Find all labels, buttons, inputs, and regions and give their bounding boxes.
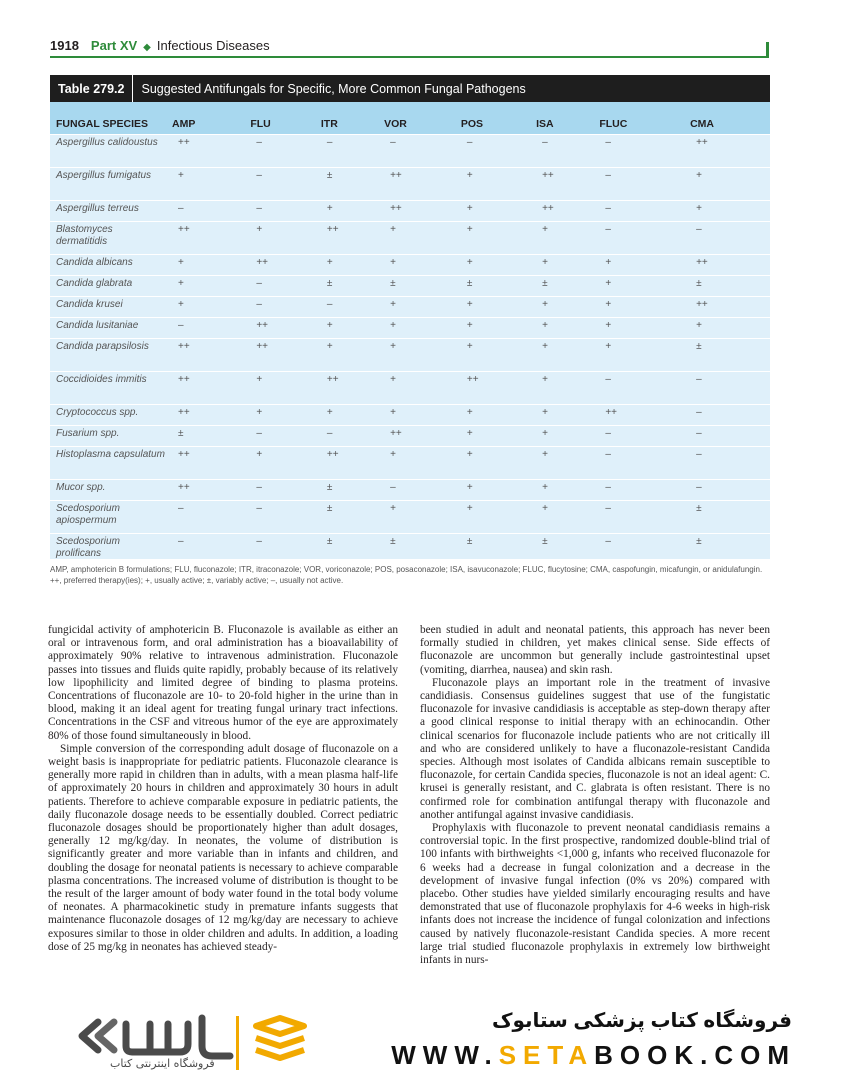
activity-cell: ++ [172, 405, 250, 426]
column-header-pos: POS [461, 102, 536, 135]
activity-cell: – [690, 405, 770, 426]
activity-cell: – [690, 480, 770, 501]
table-row [50, 297, 770, 318]
activity-cell: + [599, 255, 690, 276]
body-paragraph: Simple conversion of the corresponding adult dosage of fluconazole on a weight basis is inappropriate for pediatric patients. Fluconazole clearance is generally more rapid in children than in adults, with a mean plasma half-life of approximately 20 hours in children and approximately 30 hours in adult patients. Therefore to achieve comparable exposure in pediatric patients, the daily fluconazole dosage needs to be essentially doubled. Correct pediatric fluconazole dosages should be proportionately higher than adult dosages, generally 12 mg/kg/day. In neonates, the volume of distribution is significantly greater and more variable than in infants and children, and doubling the dosage for neonatal patients is necessary to achieve comparable plasma concentrations. The increased volume of distribution is thought to be the result of the larger amount of body water found in the total body volume of neonates. A pharmacokinetic study in premature infants suggests that maintenance fluconazole dosages of 12 mg/kg/day are necessary to achieve exposures similar to those in older children and adults. In addition, a loading dose of 25 mg/kg in neonates has achieved steady- [48, 742, 398, 953]
activity-cell: ++ [172, 222, 250, 255]
body-paragraph: Fluconazole plays an important role in the treatment of invasive candidiasis. Consensus guidelines suggest that use of the fungistatic fluconazole for invasive candidiasis is acceptable as step-down therapy after a good clinical response to initial therapy with an echinocandin. Other clinical scenarios for fluconazole include patients who are not critically ill and who are considered unlikely to have a fluconazole-resistant Candida species. Although most isolates of Candida albicans remain susceptible to fluconazole, for certain Candida species, fluconazole is not an ideal agent: C. krusei is generally resistant, and C. glabrata is often resistant. There is no confirmed role for combination antifungal therapy with fluconazole and another antifungal against invasive candidiasis. [420, 676, 770, 821]
activity-cell: ± [690, 501, 770, 534]
activity-cell: + [384, 372, 461, 405]
activity-cell: – [461, 135, 536, 168]
activity-cell: ± [321, 480, 384, 501]
table-footnotes [50, 565, 770, 586]
activity-cell: ++ [599, 405, 690, 426]
activity-cell: – [250, 168, 321, 201]
column-header-fluc: FLUC [599, 102, 690, 135]
species-cell: Scedosporium prolificans [50, 534, 172, 560]
species-cell: Candida glabrata [50, 276, 172, 297]
activity-cell: + [599, 276, 690, 297]
table-row [50, 276, 770, 297]
activity-cell: + [461, 426, 536, 447]
column-header-vor: VOR [384, 102, 461, 135]
activity-cell: + [384, 501, 461, 534]
activity-cell: + [384, 297, 461, 318]
activity-cell: – [599, 135, 690, 168]
species-cell: Fusarium spp. [50, 426, 172, 447]
body-paragraph: fungicidal activity of amphotericin B. Fluconazole is available as either an oral or intravenous form, and oral administration has a bioavailability of approximately 90% relative to intravenous administration. Fluconazole passes into tissues and fluids quite rapidly, probably because of its relatively low lipophilicity and limited degree of binding to plasma proteins. Concentrations of fluconazole are 10- to 20-fold higher in the urine than in blood, making it an ideal agent for treating fungal urinary tract infections. Concentrations in the CSF and vitreous humor of the eye are approximately 80% of those found simultaneously in blood. [48, 624, 398, 742]
activity-cell: – [172, 501, 250, 534]
activity-cell: – [250, 534, 321, 560]
activity-cell: – [172, 534, 250, 560]
activity-cell: ± [172, 426, 250, 447]
activity-cell: ++ [250, 339, 321, 372]
activity-cell: + [599, 339, 690, 372]
species-cell: Mucor spp. [50, 480, 172, 501]
activity-cell: + [172, 276, 250, 297]
activity-cell: + [536, 405, 599, 426]
activity-cell: – [250, 276, 321, 297]
activity-cell: + [690, 318, 770, 339]
activity-cell: + [321, 318, 384, 339]
activity-cell: + [250, 405, 321, 426]
table-row [50, 255, 770, 276]
activity-cell: + [536, 297, 599, 318]
table-row [50, 372, 770, 405]
activity-cell: – [250, 480, 321, 501]
table-row [50, 501, 770, 534]
table-number: Table 279.2 [50, 75, 133, 102]
activity-cell: + [461, 201, 536, 222]
activity-cell: + [250, 222, 321, 255]
activity-cell: + [172, 255, 250, 276]
activity-cell: ± [536, 276, 599, 297]
activity-cell: + [321, 255, 384, 276]
activity-cell: ++ [690, 297, 770, 318]
activity-cell: ± [321, 534, 384, 560]
activity-cell: ++ [536, 201, 599, 222]
body-column-right [420, 624, 770, 996]
table-row [50, 135, 770, 168]
species-cell: Coccidioides immitis [50, 372, 172, 405]
activity-cell: + [172, 168, 250, 201]
running-header [50, 38, 768, 58]
body-paragraph: Prophylaxis with fluconazole to prevent neonatal candidiasis remains a controversial topic. In the first prospective, randomized double-blind trial of 100 infants with birthweights <1,000 g, infants who received fluconazole for 6 weeks had a decrease in fungal colonization and a decrease in the development of invasive fungal infection (0% vs 20%) compared with placebo. Other studies have yielded similarly encouraging results and have demonstrated that use of fluconazole prophylaxis for 4-6 weeks in high-risk infants does not increase the incidence of fungal colonization and infections caused by natively fluconazole-resistant Candida species. A more recent large trial studied fluconazole prophylaxis in extremely low birthweight infants in nurs- [420, 822, 770, 967]
activity-cell: ++ [172, 447, 250, 480]
species-cell: Candida lusitaniae [50, 318, 172, 339]
activity-cell: ++ [536, 168, 599, 201]
body-column-left [48, 624, 398, 996]
table-caption: Suggested Antifungals for Specific, More Common Fungal Pathogens [141, 81, 526, 96]
section-title: Infectious Diseases [156, 38, 270, 53]
diamond-separator-icon: ◆ [143, 42, 151, 53]
table-row [50, 222, 770, 255]
activity-cell: ++ [384, 201, 461, 222]
activity-cell: ++ [384, 168, 461, 201]
activity-cell: – [250, 297, 321, 318]
activity-cell: – [599, 480, 690, 501]
store-url [391, 1040, 796, 1071]
table-row [50, 405, 770, 426]
column-header-isa: ISA [536, 102, 599, 135]
activity-cell: – [384, 480, 461, 501]
activity-cell: + [536, 339, 599, 372]
column-header-amp: AMP [172, 102, 250, 135]
activity-cell: + [461, 480, 536, 501]
activity-cell: ++ [321, 222, 384, 255]
activity-cell: – [690, 447, 770, 480]
activity-cell: + [250, 372, 321, 405]
activity-cell: – [536, 135, 599, 168]
activity-cell: – [172, 201, 250, 222]
activity-cell: + [461, 222, 536, 255]
activity-cell: + [461, 255, 536, 276]
activity-cell: + [599, 297, 690, 318]
activity-cell: – [690, 426, 770, 447]
logo-tagline: فروشگاه اینترنتی کتاب [110, 1057, 215, 1070]
activity-cell: + [599, 318, 690, 339]
activity-cell: + [536, 318, 599, 339]
activity-cell: ± [536, 534, 599, 560]
antifungal-table-container [50, 102, 770, 559]
species-cell: Aspergillus fumigatus [50, 168, 172, 201]
antifungal-table [50, 102, 770, 559]
activity-cell: + [250, 447, 321, 480]
activity-cell: ++ [172, 339, 250, 372]
activity-cell: + [321, 201, 384, 222]
footnote-abbreviations: AMP, amphotericin B formulations; FLU, fluconazole; ITR, itraconazole; VOR, voriconazole; POS, posaconazole; ISA, isavuconazole; FLUC, flucytosine; CMA, caspofungin, micafungin, or anidulafungin. [50, 565, 763, 574]
activity-cell: ± [321, 276, 384, 297]
activity-cell: + [461, 297, 536, 318]
species-cell: Scedosporium apiospermum [50, 501, 172, 534]
activity-cell: – [690, 222, 770, 255]
activity-cell: + [384, 318, 461, 339]
activity-cell: – [599, 501, 690, 534]
activity-cell: – [599, 201, 690, 222]
species-cell: Candida albicans [50, 255, 172, 276]
table-row [50, 480, 770, 501]
url-prefix: WWW. [391, 1040, 499, 1070]
activity-cell: + [690, 201, 770, 222]
activity-cell: – [599, 168, 690, 201]
activity-cell: ++ [384, 426, 461, 447]
scan-fade [0, 975, 844, 995]
activity-cell: – [599, 426, 690, 447]
activity-cell: ++ [461, 372, 536, 405]
table-row [50, 339, 770, 372]
species-cell: Candida parapsilosis [50, 339, 172, 372]
table-header-row [50, 102, 770, 135]
table-row [50, 318, 770, 339]
activity-cell: ± [690, 276, 770, 297]
species-cell: Blastomyces dermatitidis [50, 222, 172, 255]
activity-cell: ++ [321, 372, 384, 405]
activity-cell: + [321, 339, 384, 372]
activity-cell: + [384, 405, 461, 426]
activity-cell: + [384, 339, 461, 372]
activity-cell: + [536, 480, 599, 501]
activity-cell: – [250, 135, 321, 168]
activity-cell: – [384, 135, 461, 168]
activity-cell: – [250, 426, 321, 447]
activity-cell: + [461, 447, 536, 480]
table-row [50, 168, 770, 201]
activity-cell: + [461, 168, 536, 201]
activity-cell: + [461, 501, 536, 534]
column-header-flu: FLU [250, 102, 321, 135]
page-number: 1918 [50, 38, 79, 53]
activity-cell: ++ [172, 372, 250, 405]
column-header-itr: ITR [321, 102, 384, 135]
activity-cell: – [250, 501, 321, 534]
activity-cell: ++ [690, 255, 770, 276]
activity-cell: – [690, 372, 770, 405]
table-title-bar [50, 75, 770, 102]
url-accent: SETA [498, 1040, 595, 1070]
activity-cell: ± [690, 534, 770, 560]
activity-cell: ± [321, 501, 384, 534]
activity-cell: ++ [250, 255, 321, 276]
activity-cell: + [536, 426, 599, 447]
activity-cell: + [321, 405, 384, 426]
activity-cell: ++ [172, 135, 250, 168]
activity-cell: – [250, 201, 321, 222]
activity-cell: + [384, 255, 461, 276]
species-cell: Cryptococcus spp. [50, 405, 172, 426]
activity-cell: + [690, 168, 770, 201]
part-label: Part XV [90, 38, 138, 53]
activity-cell: + [461, 318, 536, 339]
activity-cell: – [599, 447, 690, 480]
activity-cell: + [536, 447, 599, 480]
species-cell: Candida krusei [50, 297, 172, 318]
footnote-key: ++, preferred therapy(ies); +, usually active; ±, variably active; –, usually not active. [50, 575, 344, 585]
activity-cell: ± [321, 168, 384, 201]
activity-cell: + [384, 447, 461, 480]
activity-cell: – [599, 222, 690, 255]
activity-cell: ± [384, 534, 461, 560]
activity-cell: + [536, 372, 599, 405]
species-cell: Aspergillus terreus [50, 201, 172, 222]
url-suffix: BOOK.COM [594, 1040, 796, 1070]
activity-cell: ± [690, 339, 770, 372]
column-header-cma: CMA [690, 102, 770, 135]
activity-cell: ± [461, 534, 536, 560]
species-cell: Histoplasma capsulatum [50, 447, 172, 480]
activity-cell: ++ [250, 318, 321, 339]
header-rule [50, 56, 768, 58]
activity-cell: – [599, 534, 690, 560]
activity-cell: ± [461, 276, 536, 297]
activity-cell: ++ [321, 447, 384, 480]
store-name: فروشگاه کتاب پزشکی ستابوک [491, 1010, 792, 1032]
activity-cell: + [536, 501, 599, 534]
body-paragraph: been studied in adult and neonatal patients, this approach has never been formally studied in children, yet makes clinical sense. Side effects of fluconazole are uncommon but generally include gastrointestinal upset (vomiting, diarrhea, nausea) and skin rash. [420, 624, 770, 676]
species-column-header: FUNGAL SPECIES [50, 102, 172, 135]
activity-cell: – [321, 297, 384, 318]
header-rule-tick [766, 42, 769, 58]
table-row [50, 534, 770, 560]
activity-cell: – [599, 372, 690, 405]
activity-cell: ++ [690, 135, 770, 168]
activity-cell: + [461, 339, 536, 372]
species-cell: Aspergillus calidoustus [50, 135, 172, 168]
activity-cell: ++ [172, 480, 250, 501]
activity-cell: – [321, 135, 384, 168]
activity-cell: + [536, 222, 599, 255]
activity-cell: + [384, 222, 461, 255]
activity-cell: – [172, 318, 250, 339]
activity-cell: + [461, 405, 536, 426]
table-row [50, 447, 770, 480]
activity-cell: – [321, 426, 384, 447]
table-row [50, 201, 770, 222]
activity-cell: + [172, 297, 250, 318]
table-row [50, 426, 770, 447]
activity-cell: + [536, 255, 599, 276]
activity-cell: ± [384, 276, 461, 297]
